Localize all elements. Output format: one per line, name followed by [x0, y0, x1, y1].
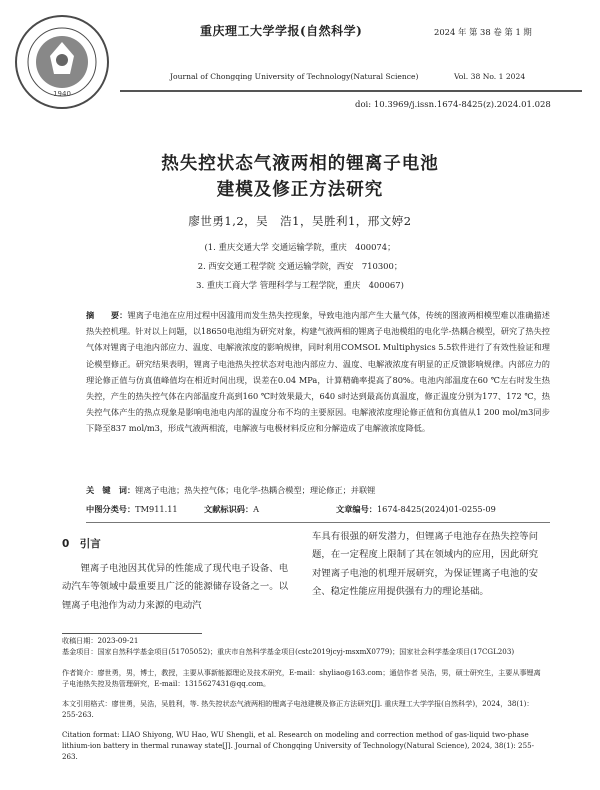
footnote-citation-en: Citation format: LIAO Shiyong, WU Hao, WU Shengli, et al. Research on modeling and correction method of gas-liquid two-phase lithium-ion battery in thermal runaway state[J]. Journal of Chongqing University of Technology(Natural Science), 2024, 38(1): 255-263.: [62, 730, 534, 761]
abstract-text: 锂离子电池在应用过程中因滥用而发生热失控现象，导致电池内部产生大量气体，传统的图液两相模型难以准确描述热失控机理。针对以上问题，以18650电池组为研究对象，构建气液两相的锂离子电池模组的电化学-热耦合模型，研究了热失控气体对锂离子电池内部应力、温度、电解液浓度的影响规律，同时利用COMSOL Multiphysics 5.5软件进行了有效性验证和理论模型修正。研究结果表明，锂离子电池热失控状态对电池内部应力、温度、电解液浓度有明显的正反馈影响规律。内部应力的理论修正值与仿真值峰值均在相近时间出现，误差在0.04 MPa，计算精确率提高了80%。电池内部温度在60 ℃左右时发生热失控，产生的热失控气体在内部温度升高到160 ℃时效果最大，640 s时达到最高仿真温度，修正温度分别为177、172 ℃，热失控气体产生的热点现象是影响电池电内部的温度分布不均的主要原因。电解液浓度理论修正值和仿真值从1 200 mol/m3同步下降至837 mol/m3，形成气液两相流，电解液与电极材料反应和分解造成了电解液浓度降低。: [86, 310, 550, 434]
classification-rule: [86, 522, 550, 523]
journal-name-en: Journal of Chongqing University of Technology(Natural Science): [170, 72, 419, 81]
body-right-column: 车具有很强的研发潜力，但锂离子电池存在热失控等问题，在一定程度上限制了其在领域内的应用，因此研究对锂离子电池的机理开展研究，为保证锂离子电池的安全、稳定性能应用提供强有力的理论基础。: [312, 531, 538, 598]
clc-value: TM911.11: [135, 504, 178, 514]
section-heading: 0 引言: [62, 538, 101, 550]
issue-cn: 2024 年 第 38 卷 第 1 期: [434, 27, 532, 37]
article-no-value: 1674-8425(2024)01-0255-09: [376, 504, 496, 514]
abstract-label: 摘 要：: [86, 310, 128, 320]
affiliation-1: (1. 重庆交通大学 交通运输学院，重庆 400074；: [204, 242, 396, 252]
abstract: [86, 307, 550, 437]
footnote-received: 收稿日期：2023-09-21: [62, 636, 139, 645]
article-title-line2: 建模及修正方法研究: [216, 180, 384, 200]
header-rule: [120, 90, 582, 92]
affiliation-3: 3. 重庆工商大学 管理科学与工程学院，重庆 400067): [196, 280, 404, 290]
footnote-rule: [62, 633, 202, 634]
doc-code-value: A: [253, 504, 260, 514]
university-seal-icon: [14, 14, 110, 110]
clc-label: 中图分类号：: [86, 504, 136, 514]
doc-code-label: 文献标识码：: [204, 504, 254, 514]
doi[interactable]: doi: 10.3969/j.issn.1674-8425(z).2024.01.028: [355, 100, 551, 110]
keywords-label: 关 键 词：: [86, 485, 136, 495]
svg-text:1940: 1940: [53, 90, 71, 98]
footnote-author-bio: 作者简介：廖世勇，男，博士，教授，主要从事新能源理论及技术研究，E-mail：shyliao@163.com；通信作者 吴浩，男，硕士研究生，主要从事锂离子电池热失控及热管理研究，E-mail：1315627431@qq.com。: [62, 668, 541, 688]
authors: 廖世勇1,2，吴 浩1，吴胜利1，邢文婷2: [188, 214, 412, 228]
article-title-line1: 热失控状态气液两相的锂离子电池: [161, 154, 439, 174]
body-left-column: 锂离子电池因其优异的性能成了现代电子设备、电动汽车等领域中最重要且广泛的能源储存设备之一。以锂离子电池作为动力来源的电动汽: [62, 563, 288, 611]
issue-en: Vol. 38 No. 1 2024: [454, 72, 526, 81]
footnote-fund: 基金项目：国家自然科学基金项目(51705052)；重庆市自然科学基金项目(cstc2019jcyj-msxmX0779)；国家社会科学基金项目(17CGL203): [62, 647, 515, 656]
affiliation-2: 2. 西安交通工程学院 交通运输学院，西安 710300；: [197, 261, 403, 271]
keywords-text: 锂离子电池；热失控气体；电化学-热耦合模型；理论修正；并联锂: [135, 485, 376, 495]
footnote-citation-cn: 本文引用格式：廖世勇，吴浩，吴胜利，等. 热失控状态气液两相的锂离子电池建模及修正方法研究[J]. 重庆理工大学学报(自然科学)，2024，38(1)：255-263.: [62, 699, 534, 719]
journal-name-cn: 重庆理工大学学报(自然科学): [200, 24, 363, 38]
article-no-label: 文章编号：: [336, 504, 377, 514]
keywords: [86, 485, 550, 496]
